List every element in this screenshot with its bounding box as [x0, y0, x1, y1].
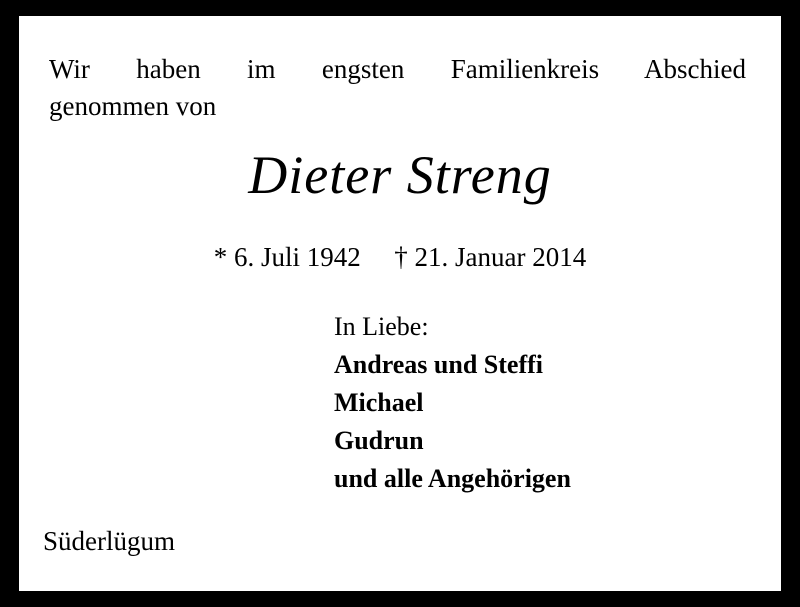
tribute-lead: In Liebe:: [334, 312, 429, 341]
tribute-block: [334, 308, 571, 498]
place-name: Süderlügum: [43, 526, 175, 556]
survivor-line: Andreas und Steffi: [334, 350, 544, 379]
deceased-name: Dieter Streng: [248, 145, 552, 205]
intro-line-2: genommen von: [49, 91, 217, 121]
intro-line-1: Wir haben im engsten Familienkreis Abschied: [49, 54, 746, 84]
survivor-line: und alle Angehörigen: [334, 464, 571, 493]
obituary-notice: [19, 16, 781, 591]
life-dates: [19, 242, 781, 273]
survivor-line: Gudrun: [334, 426, 424, 455]
death-date: † 21. Januar 2014: [394, 242, 587, 272]
survivor-line: Michael: [334, 388, 424, 417]
intro-text: [49, 51, 749, 125]
birth-date: * 6. Juli 1942: [213, 242, 361, 272]
